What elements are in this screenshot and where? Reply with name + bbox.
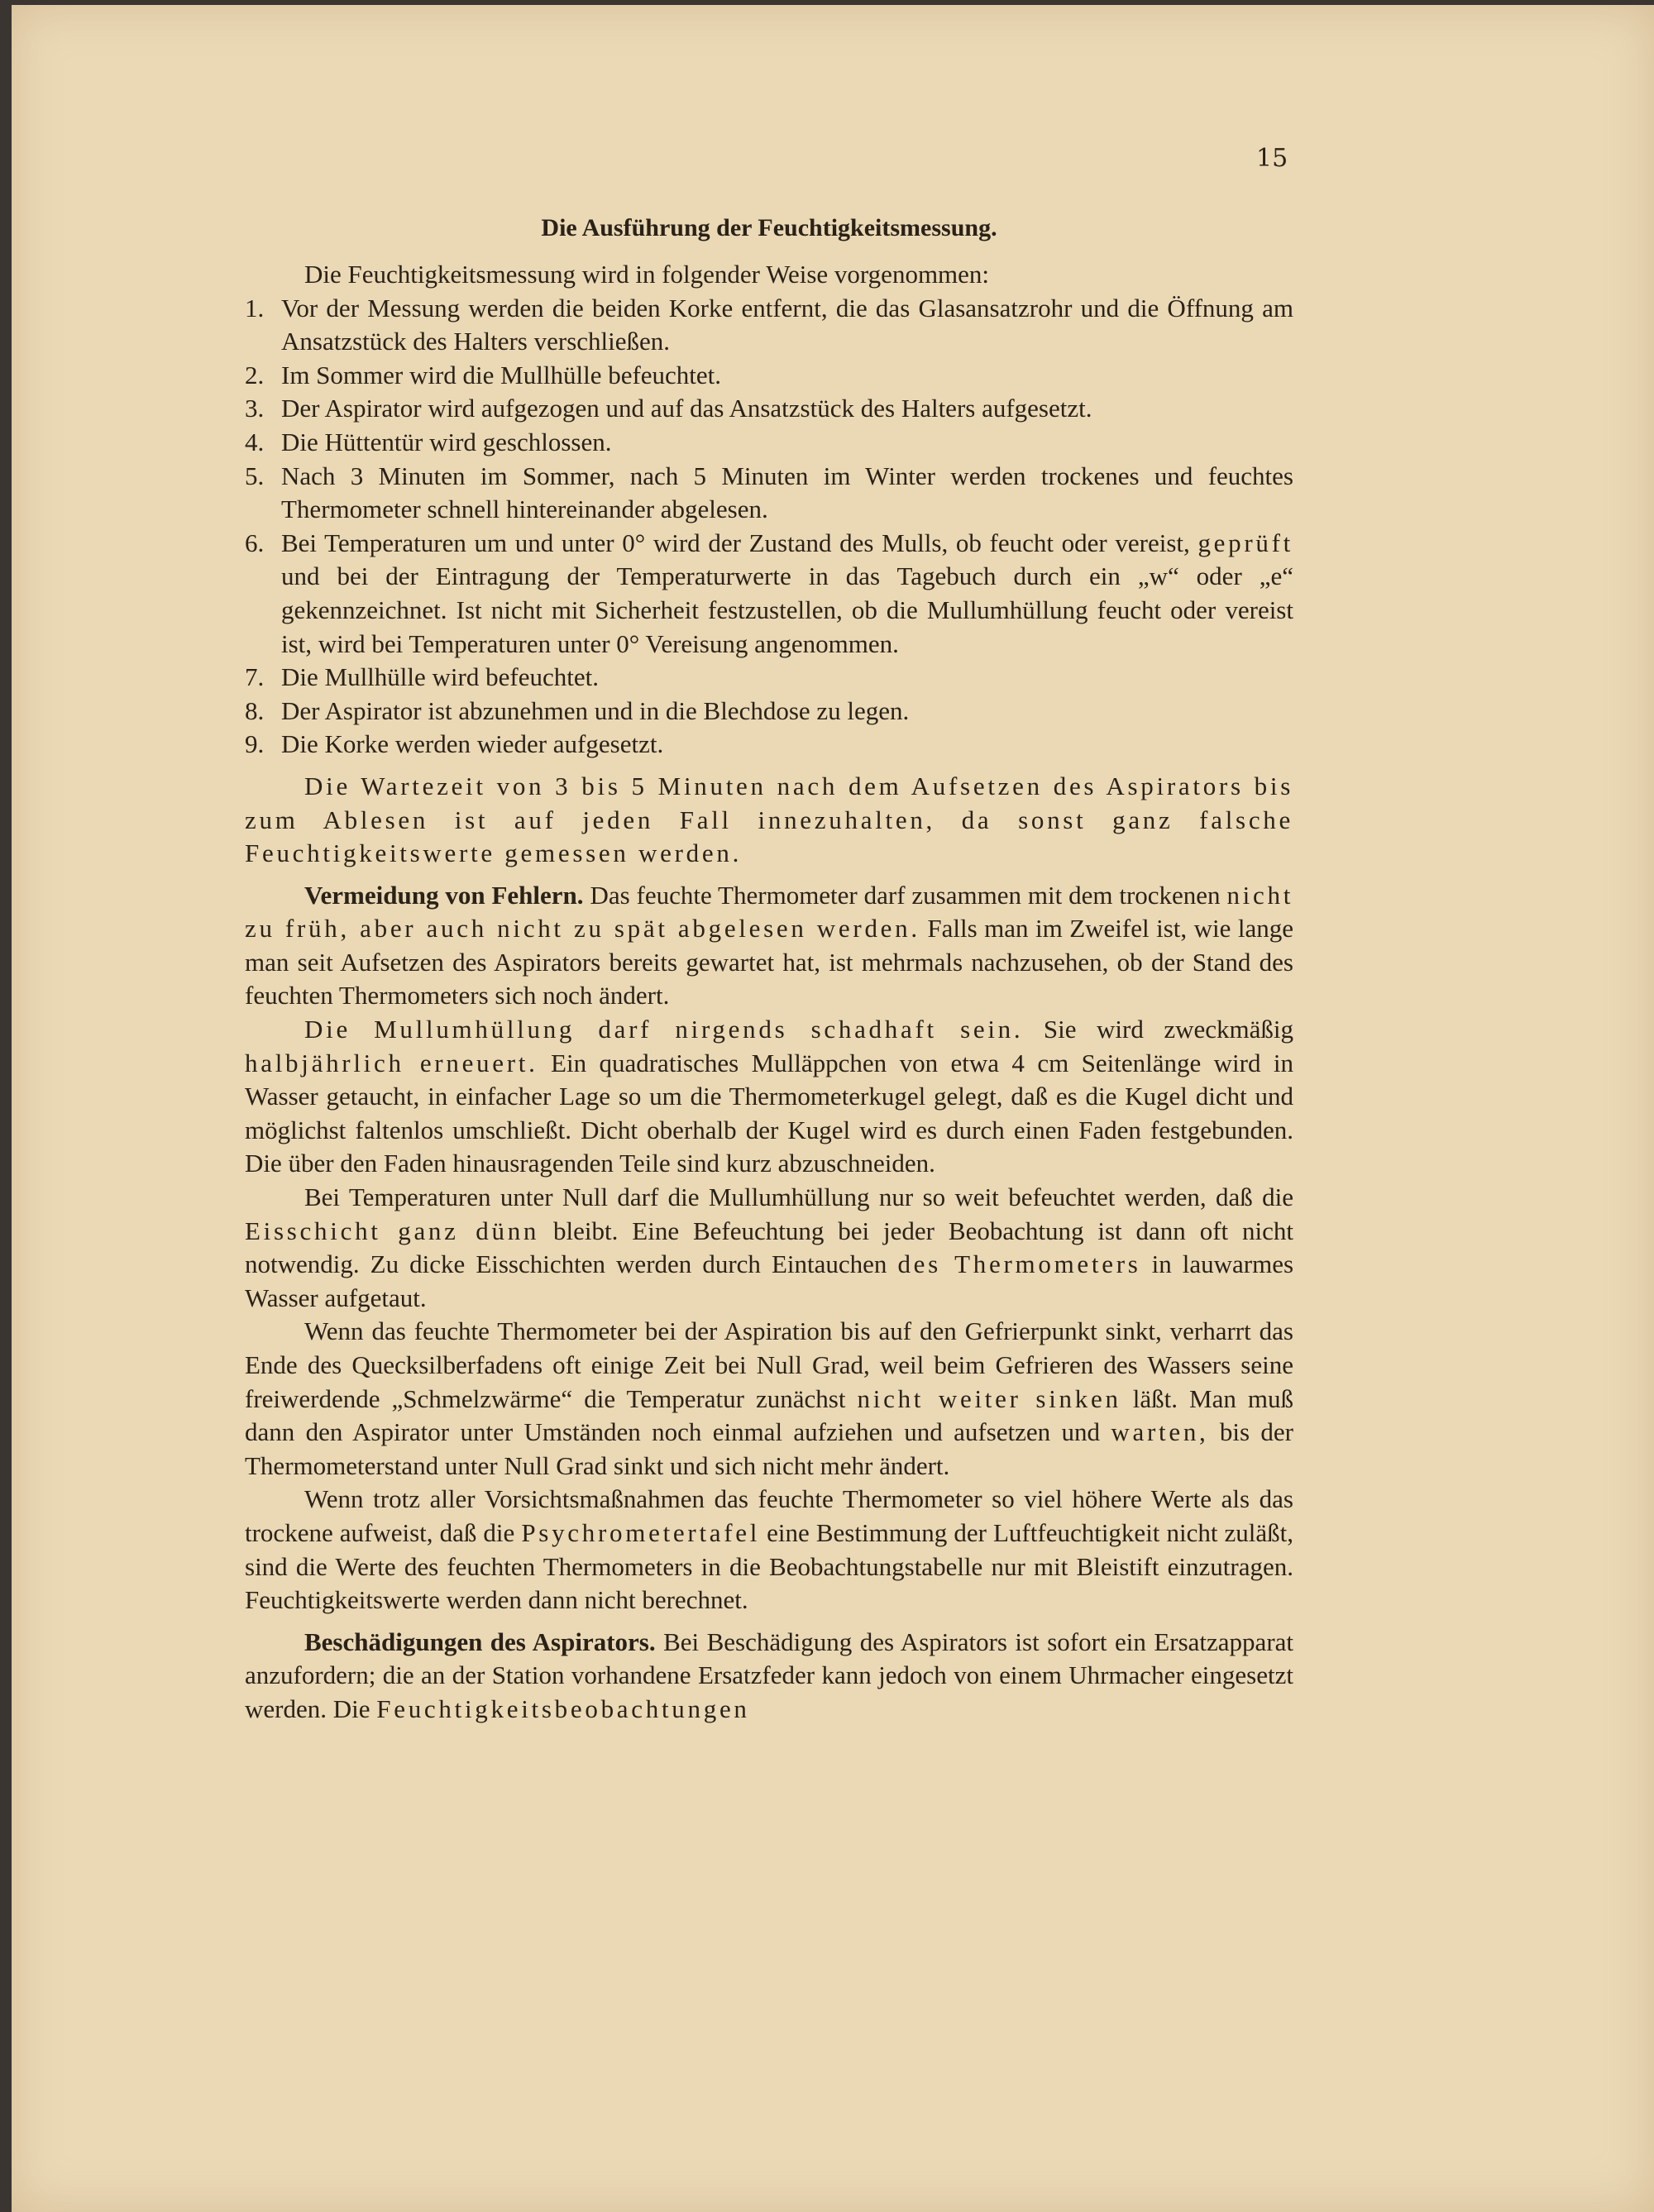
damage-paragraph — [245, 1626, 1293, 1727]
spaced-text: Die Mullumhüllung darf nirgends schadhaft sein. — [304, 1015, 1024, 1044]
page-number: 15 — [1256, 144, 1288, 173]
procedure-list — [245, 292, 1293, 762]
page-content — [245, 212, 1293, 1727]
list-item-number: 9. — [245, 729, 265, 759]
text-run: Falls man im Zweifel ist, wie lange man seit Aufsetzen des Aspirators bereits gewartet hat, ist mehrmals nachzusehen, ob der Stand des feuchten Thermometers sich noch ändert. — [245, 914, 1294, 1010]
spaced-text: Eisschicht ganz dünn — [245, 1216, 540, 1245]
list-item-number: 6. — [245, 528, 265, 557]
spaced-text: warten, — [1111, 1417, 1209, 1447]
spaced-text: halbjährlich erneuert. — [245, 1048, 538, 1077]
text-run: Wenn das feuchte Thermometer bei der Aspiration bis auf den Gefrierpunkt sinkt, verharrt das Ende des Quecksilberfadens oft einige Zeit bei Null Grad, weil beim Gefrieren des Wassers seine freiwerdende „Schmelzwärme“ die Temperatur zunächst — [245, 1316, 1293, 1413]
list-item — [245, 292, 1293, 359]
list-item-number: 2. — [245, 360, 265, 389]
text-run: in lauwarmes Wasser aufgetaut. — [245, 1249, 1294, 1312]
list-item-text: Im Sommer wird die Mullhülle befeuchtet. — [281, 360, 722, 389]
list-item — [245, 426, 1293, 460]
spaced-text: Feuchtigkeitsbeobachtungen — [376, 1694, 750, 1723]
list-item — [245, 661, 1293, 695]
spaced-text: des Thermometers — [897, 1249, 1141, 1279]
list-item — [245, 359, 1293, 393]
text-run: Ein quadratisches Mulläppchen von etwa 4 cm Seitenlänge wird in Wasser getaucht, in einfacher Lage so um die Thermometerkugel gelegt, daß es die Kugel dicht und möglichst faltenlos umschließt. Dicht oberhalb der Kugel wird es durch einen Faden festgebunden. Die über den Faden hinausragenden Teile sind kurz abzuschneiden. — [245, 1048, 1293, 1178]
spaced-text: Psychrometertafel — [521, 1517, 761, 1547]
errors-paragraph-1 — [245, 879, 1293, 1013]
list-item-text: Der Aspirator wird aufgezogen und auf das Ansatzstück des Halters aufgesetzt. — [281, 394, 1092, 423]
text-run: Bei Beschädigung des Aspirators ist sofort ein Ersatzapparat anzufordern; die an der Station vorhandene Ersatzfeder kann jedoch von einem Uhrmacher eingesetzt werden. Die — [245, 1627, 1294, 1723]
list-item-number: 5. — [245, 461, 265, 490]
text-run: bleibt. Eine Befeuchtung bei jeder Beobachtung ist dann oft nicht notwendig. Zu dicke Eisschichten werden durch Eintauchen — [245, 1216, 1294, 1279]
errors-heading: Vermeidung von Fehlern. — [304, 880, 584, 910]
section-title: Die Ausführung der Feuchtigkeitsmessung. — [541, 214, 997, 241]
errors-paragraph-3 — [245, 1181, 1293, 1315]
list-item-text: Vor der Messung werden die beiden Korke entfernt, die das Glasansatzrohr und die Öffnung am Ansatzstück des Halters verschließen. — [281, 293, 1293, 356]
list-item-text: Nach 3 Minuten im Sommer, nach 5 Minuten im Winter werden trockenes und feuchtes Thermometer schnell hintereinander abgelesen. — [281, 461, 1293, 524]
errors-paragraph-2 — [245, 1013, 1293, 1181]
document-page — [12, 5, 1654, 2212]
list-item-text: Die Hüttentür wird geschlossen. — [281, 427, 612, 456]
list-item-number: 4. — [245, 427, 265, 456]
list-item-text: Die Mullhülle wird befeuchtet. — [281, 662, 599, 692]
damage-heading: Beschädigungen des Aspirators. — [304, 1627, 656, 1656]
list-item-number: 1. — [245, 293, 265, 322]
wait-note-paragraph: Die Wartezeit von 3 bis 5 Minuten nach dem Aufsetzen des Aspirators bis zum Ablesen ist auf jeden Fall innezuhalten, da sonst ganz falsche Feuchtigkeitswerte gemessen werden. — [245, 771, 1293, 868]
spaced-text: nicht zu früh, aber auch nicht zu spät abgelesen werden. — [245, 880, 1294, 944]
list-item-number: 3. — [245, 394, 265, 423]
list-item-number: 8. — [245, 695, 265, 725]
errors-paragraph-5 — [245, 1483, 1293, 1617]
text-run: Sie wird zweckmäßig — [1043, 1015, 1294, 1044]
intro-paragraph: Die Feuchtigkeitsmessung wird in folgender Weise vorgenommen: — [304, 260, 990, 289]
list-item-text — [281, 527, 1293, 661]
list-item-text: Der Aspirator ist abzunehmen und in die Blechdose zu legen. — [281, 695, 910, 725]
list-item — [245, 460, 1293, 527]
list-item — [245, 695, 1293, 729]
text-run: Bei Temperaturen um und unter 0° wird der Zustand des Mulls, ob feucht oder vereist, — [281, 528, 1190, 557]
text-run: bis der Thermometerstand unter Null Grad sinkt und sich nicht mehr ändert. — [245, 1417, 1293, 1480]
spaced-text: geprüft — [1197, 528, 1294, 557]
text-run: und bei der Eintragung der Temperaturwerte in das Tagebuch durch ein „w“ oder „e“ gekennzeichnet. Ist nicht mit Sicherheit festzustellen, ob die Mullumhüllung feucht oder vereist ist, wird bei Temperaturen unter 0° Vereisung angenommen. — [281, 561, 1293, 658]
text-run: Wenn trotz aller Vorsichtsmaßnahmen das feuchte Thermometer so viel höhere Werte als das trockene aufweist, daß die — [245, 1484, 1293, 1547]
text-run: Das feuchte Thermometer darf zusammen mit dem trockenen — [590, 880, 1221, 910]
list-item — [245, 392, 1293, 426]
list-item-text: Die Korke werden wieder aufgesetzt. — [281, 729, 664, 759]
list-item — [245, 527, 1293, 661]
list-item — [245, 728, 1293, 762]
text-run: läßt. Man muß dann den Aspirator unter Umständen noch einmal aufziehen und aufsetzen und — [245, 1383, 1293, 1447]
text-run: eine Bestimmung der Luftfeuchtigkeit nicht zuläßt, sind die Werte des feuchten Thermometers in die Beobachtungstabelle nur mit Bleistift einzutragen. Feuchtigkeitswerte werden dann nicht berechnet. — [245, 1517, 1294, 1615]
spaced-text: nicht weiter sinken — [857, 1383, 1121, 1413]
text-run: Bei Temperaturen unter Null darf die Mullumhüllung nur so weit befeuchtet werden, daß die — [304, 1182, 1293, 1212]
errors-paragraph-4 — [245, 1315, 1293, 1483]
list-item-number: 7. — [245, 662, 265, 692]
